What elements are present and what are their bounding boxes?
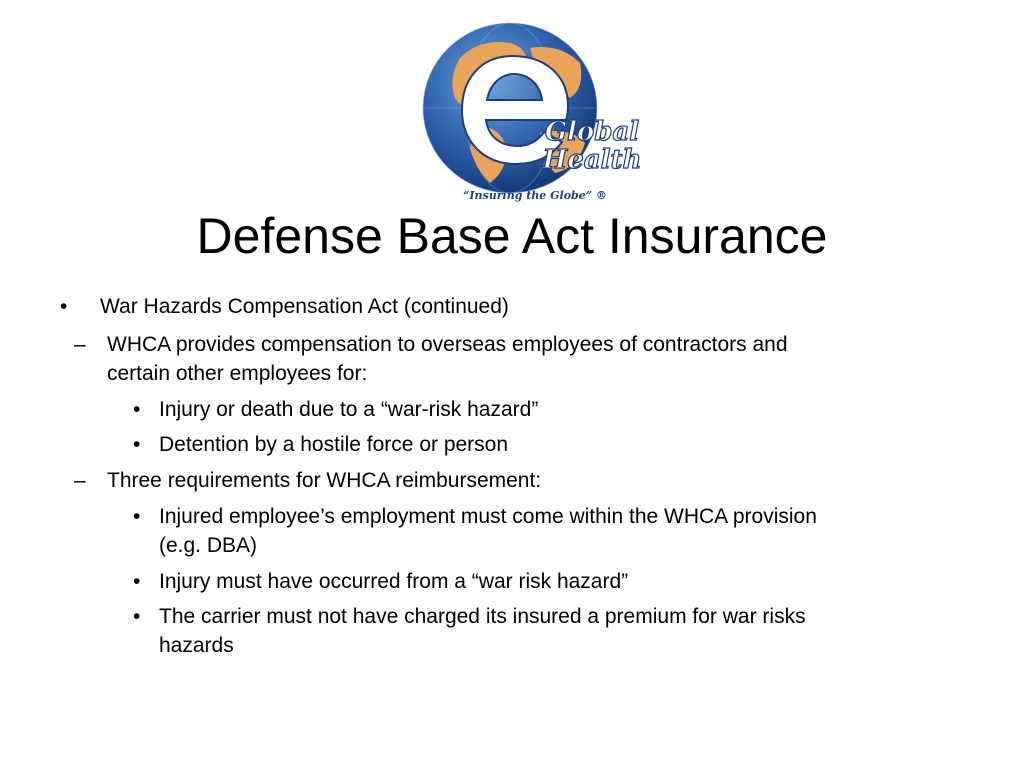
bullet-marker: • xyxy=(133,398,141,421)
sub1-item2: Detention by a hostile force or person xyxy=(159,433,509,456)
sub2-item3-line2: hazards xyxy=(159,634,234,657)
dash-marker: – xyxy=(74,333,86,356)
bullet-marker: • xyxy=(60,295,68,318)
bullet-marker: • xyxy=(133,505,141,528)
sub2-item3-line1: The carrier must not have charged its insured a premium for war risks xyxy=(159,605,806,628)
sub2-item1-line1: Injured employee’s employment must come within the WHCA provision xyxy=(159,505,817,528)
bullet-marker: • xyxy=(133,570,141,593)
bullet-level1-text: War Hazards Compensation Act (continued) xyxy=(100,295,509,318)
global-health-logo xyxy=(420,18,642,208)
slide-title: Defense Base Act Insurance xyxy=(196,208,828,264)
sub2-item2: Injury must have occurred from a “war risk hazard” xyxy=(159,570,629,593)
logo-tagline: “Insuring the Globe” ® xyxy=(463,189,607,202)
sub1-item1: Injury or death due to a “war-risk hazard” xyxy=(159,398,539,421)
logo-global-text: Global xyxy=(544,117,640,147)
sub2-line1: Three requirements for WHCA reimbursement: xyxy=(107,469,542,492)
sub1-line2: certain other employees for: xyxy=(107,362,368,385)
sub2-item1-line2: (e.g. DBA) xyxy=(159,534,258,557)
sub1-line1: WHCA provides compensation to overseas employees of contractors and xyxy=(107,333,788,356)
logo-health-text: Health xyxy=(542,145,642,175)
bullet-marker: • xyxy=(133,605,141,628)
bullet-marker: • xyxy=(133,433,141,456)
dash-marker: – xyxy=(74,469,86,492)
